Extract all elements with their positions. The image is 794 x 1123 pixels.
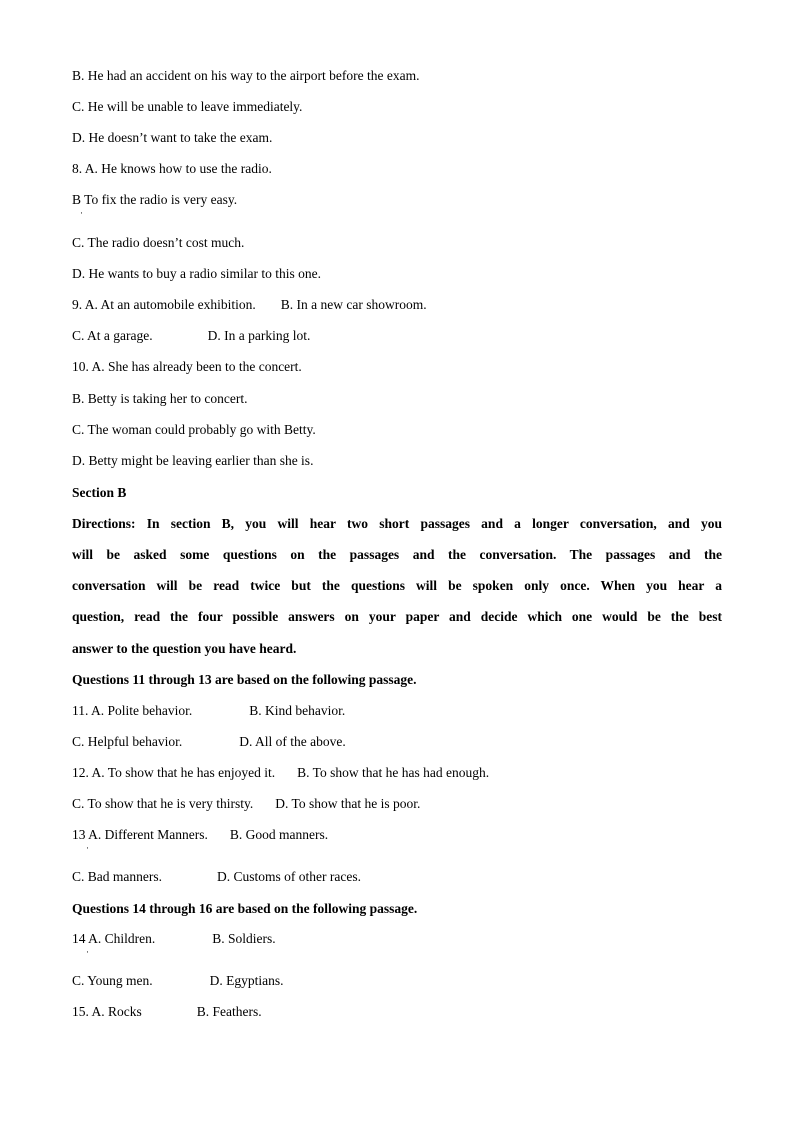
q14-option-a: 14 A. Children.: [72, 931, 156, 946]
q14-row-2: [72, 973, 284, 989]
q11-option-b: B. Kind behavior.: [249, 703, 346, 718]
q13-option-b: B. Good manners.: [229, 827, 329, 842]
q8-b-mark: ·: [80, 208, 83, 218]
q15-option-a: 15. A. Rocks: [72, 1004, 142, 1019]
q13-mark: ·: [86, 843, 89, 853]
q15-row-1: [72, 1004, 262, 1020]
directions-line-2: will be asked some questions on the passages and the conversation. The passages and the: [72, 547, 722, 562]
directions-line-4: question, read the four possible answers on your paper and decide which one would be the best: [72, 609, 722, 624]
q8-option-b: B To fix the radio is very easy.: [72, 192, 238, 207]
q7-option-c: C. He will be unable to leave immediately.: [72, 99, 303, 114]
q14-row-1: [72, 931, 276, 947]
q12-row-2: [72, 796, 420, 812]
q13-option-c: C. Bad manners.: [72, 869, 162, 884]
directions-line-1: Directions: In section B, you will hear two short passages and a longer conversation, and you: [72, 516, 722, 531]
q9-row-1: [72, 297, 427, 313]
q11-option-c: C. Helpful behavior.: [72, 734, 183, 749]
q7-option-b: B. He had an accident on his way to the airport before the exam.: [72, 68, 420, 83]
q14-option-c: C. Young men.: [72, 973, 153, 988]
q9-row-2: [72, 328, 310, 344]
q12-option-a: 12. A. To show that he has enjoyed it.: [72, 765, 276, 780]
q10-option-c: C. The woman could probably go with Betty.: [72, 422, 316, 437]
q12-option-d: D. To show that he is poor.: [275, 796, 421, 811]
q15-option-b: B. Feathers.: [196, 1004, 262, 1019]
q8-option-d: D. He wants to buy a radio similar to this one.: [72, 266, 321, 281]
q11-row-1: [72, 703, 345, 719]
q9-option-c: C. At a garage.: [72, 328, 153, 343]
directions-line-5: answer to the question you have heard.: [72, 641, 297, 656]
q11-option-d: D. All of the above.: [239, 734, 346, 749]
q10-option-d: D. Betty might be leaving earlier than she is.: [72, 453, 314, 468]
q14-mark: ·: [86, 947, 89, 957]
q12-option-b: B. To show that he has had enough.: [297, 765, 490, 780]
q12-option-c: C. To show that he is very thirsty.: [72, 796, 254, 811]
q9-option-d: D. In a parking lot.: [207, 328, 311, 343]
q10-option-b: B. Betty is taking her to concert.: [72, 391, 248, 406]
q7-option-d: D. He doesn’t want to take the exam.: [72, 130, 273, 145]
q13-option-a: 13 A. Different Manners.: [72, 827, 208, 842]
q9-option-a: 9. A. At an automobile exhibition.: [72, 297, 256, 312]
q10-option-a: 10. A. She has already been to the concert.: [72, 359, 302, 374]
q12-row-1: [72, 765, 489, 781]
q13-option-d: D. Customs of other races.: [217, 869, 361, 884]
q13-row-2: [72, 869, 361, 885]
q8-option-a: 8. A. He knows how to use the radio.: [72, 161, 272, 176]
directions-line-3: conversation will be read twice but the questions will be spoken only once. When you hear a: [72, 578, 722, 593]
section-b-heading: Section B: [72, 485, 127, 500]
group-1-heading: Questions 11 through 13 are based on the following passage.: [72, 672, 417, 687]
q9-option-b: B. In a new car showroom.: [280, 297, 427, 312]
group-2-heading: Questions 14 through 16 are based on the following passage.: [72, 901, 418, 916]
q11-option-a: 11. A. Polite behavior.: [72, 703, 193, 718]
q14-option-b: B. Soldiers.: [212, 931, 276, 946]
q13-row-1: [72, 827, 328, 843]
q8-option-c: C. The radio doesn’t cost much.: [72, 235, 245, 250]
q14-option-d: D. Egyptians.: [209, 973, 284, 988]
q11-row-2: [72, 734, 346, 750]
